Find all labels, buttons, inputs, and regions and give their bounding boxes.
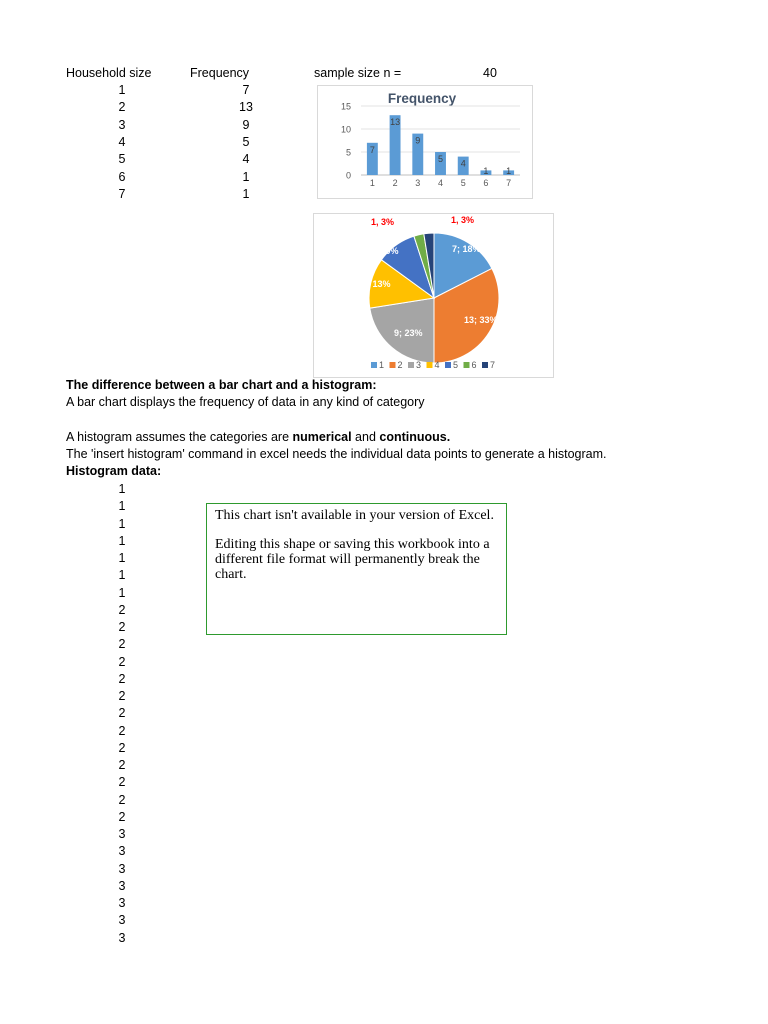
histogram-data-value: 2 bbox=[118, 654, 126, 669]
legend-swatch bbox=[427, 362, 433, 368]
bar-data-label: 4 bbox=[460, 158, 466, 169]
histogram-data-value: 2 bbox=[118, 775, 126, 790]
table-cell-size: 6 bbox=[118, 169, 126, 184]
table-cell-size: 5 bbox=[118, 152, 126, 167]
bar-chart-description: A bar chart displays the frequency of data in any kind of category bbox=[66, 395, 425, 409]
histogram-data-value: 2 bbox=[118, 706, 126, 721]
x-tick-label: 6 bbox=[483, 178, 489, 188]
histogram-data-value: 2 bbox=[118, 671, 126, 686]
histogram-data-value: 3 bbox=[118, 896, 126, 910]
histogram-data-value: 1 bbox=[118, 533, 126, 548]
histogram-data-value: 2 bbox=[118, 689, 126, 703]
x-tick-label: 1 bbox=[369, 178, 375, 188]
histogram-data-value: 1 bbox=[118, 516, 126, 531]
bar-data-label: 9 bbox=[415, 135, 421, 146]
table-cell-size: 7 bbox=[118, 186, 126, 201]
histogram-data-value: 2 bbox=[118, 740, 126, 755]
table-cell-frequency: 1 bbox=[242, 169, 250, 184]
table-cell-frequency: 5 bbox=[242, 134, 250, 149]
difference-heading: The difference between a bar chart and a histogram: bbox=[66, 378, 377, 392]
histogram-data-value: 3 bbox=[118, 827, 126, 841]
y-tick-label: 15 bbox=[340, 101, 351, 112]
x-tick-label: 7 bbox=[506, 178, 512, 188]
bar-data-label: 7 bbox=[369, 144, 375, 155]
bar-chart-title: Frequency bbox=[387, 91, 457, 106]
histogram-data-value: 3 bbox=[118, 878, 126, 893]
pie-data-label: 5; 13% bbox=[362, 279, 391, 289]
legend-swatch bbox=[408, 362, 414, 368]
sample-size-value: 40 bbox=[483, 66, 497, 80]
pie-data-label: 9; 23% bbox=[394, 328, 423, 338]
table-cell-frequency: 4 bbox=[242, 152, 250, 167]
legend-label: 6 bbox=[471, 360, 477, 370]
unsupported-chart-message: This chart isn't available in your version of Excel. bbox=[215, 508, 494, 523]
x-tick-label: 5 bbox=[460, 178, 466, 188]
histogram-data-value: 3 bbox=[118, 844, 126, 859]
pie-data-label: 7; 18% bbox=[452, 244, 481, 254]
x-tick-label: 4 bbox=[437, 178, 444, 188]
bar-data-label: 1 bbox=[506, 166, 512, 176]
table-cell-size: 3 bbox=[118, 117, 126, 132]
x-tick-label: 2 bbox=[392, 178, 398, 188]
legend-swatch bbox=[371, 362, 377, 368]
histogram-description bbox=[66, 430, 450, 445]
household-size-header: Household size bbox=[66, 66, 152, 80]
legend-label: 4 bbox=[434, 360, 440, 370]
legend-swatch bbox=[464, 362, 470, 368]
histogram-data-value: 3 bbox=[118, 861, 126, 876]
histogram-data-value: 2 bbox=[118, 602, 126, 617]
histogram-data-value: 3 bbox=[118, 913, 126, 928]
legend-label: 7 bbox=[490, 360, 496, 370]
continuous-word: continuous. bbox=[379, 430, 451, 444]
histogram-data-value: 2 bbox=[118, 758, 126, 772]
histogram-data-value: 2 bbox=[118, 792, 126, 807]
histogram-data-value: 2 bbox=[118, 809, 126, 824]
y-tick-label: 5 bbox=[345, 147, 351, 158]
table-cell-frequency: 1 bbox=[242, 186, 250, 201]
histogram-data-value: 1 bbox=[118, 568, 126, 583]
table-cell-frequency: 13 bbox=[239, 100, 253, 115]
bar-data-label: 1 bbox=[483, 166, 489, 176]
table-cell-frequency: 9 bbox=[242, 117, 250, 132]
histogram-data-value: 2 bbox=[118, 620, 126, 634]
histogram-data-value: 1 bbox=[118, 585, 126, 600]
pie-data-label: 1, 3% bbox=[371, 217, 395, 227]
legend-swatch bbox=[482, 362, 488, 368]
table-cell-size: 2 bbox=[118, 100, 126, 115]
histogram-data-value: 2 bbox=[118, 637, 126, 652]
table-cell-size: 4 bbox=[118, 134, 126, 149]
legend-label: 3 bbox=[416, 360, 422, 370]
histogram-description-text: A histogram assumes the categories are bbox=[66, 430, 293, 444]
unsupported-chart-placeholder[interactable] bbox=[206, 503, 507, 635]
pie-data-label: 1, 3% bbox=[451, 215, 475, 225]
legend-swatch bbox=[445, 362, 451, 368]
y-tick-label: 0 bbox=[345, 170, 351, 181]
pie-chart-svg bbox=[314, 214, 553, 377]
pie-data-label: 13; 33% bbox=[464, 315, 498, 325]
bar-data-label: 5 bbox=[437, 154, 444, 164]
sample-size-label: sample size n = bbox=[314, 66, 402, 80]
bar-data-label: 13 bbox=[390, 117, 401, 128]
numerical-word: numerical bbox=[292, 430, 352, 444]
bar-chart[interactable] bbox=[317, 85, 533, 199]
bar-chart-svg bbox=[318, 86, 532, 198]
legend-swatch bbox=[390, 362, 396, 368]
y-tick-label: 10 bbox=[340, 124, 351, 135]
and-word: and bbox=[351, 430, 380, 444]
table-cell-size: 1 bbox=[118, 83, 126, 97]
frequency-header: Frequency bbox=[190, 66, 250, 80]
histogram-data-heading: Histogram data: bbox=[66, 464, 162, 478]
histogram-data-value: 1 bbox=[118, 482, 126, 496]
x-tick-label: 3 bbox=[415, 178, 421, 188]
unsupported-chart-warning: Editing this shape or saving this workbook into a different file format will permanently break the chart. bbox=[215, 537, 490, 582]
legend-label: 1 bbox=[379, 360, 385, 370]
histogram-data-value: 1 bbox=[118, 551, 126, 565]
pie-data-label: 4; 10% bbox=[370, 246, 399, 256]
pie-chart[interactable] bbox=[313, 213, 554, 378]
insert-histogram-note: The 'insert histogram' command in excel needs the individual data points to generate a histogram. bbox=[66, 447, 607, 461]
legend-label: 5 bbox=[453, 360, 459, 370]
histogram-data-value: 2 bbox=[118, 723, 126, 738]
table-cell-frequency: 7 bbox=[242, 83, 250, 97]
histogram-data-value: 1 bbox=[118, 499, 126, 514]
histogram-data-value: 3 bbox=[118, 930, 126, 945]
legend-label: 2 bbox=[397, 360, 403, 370]
